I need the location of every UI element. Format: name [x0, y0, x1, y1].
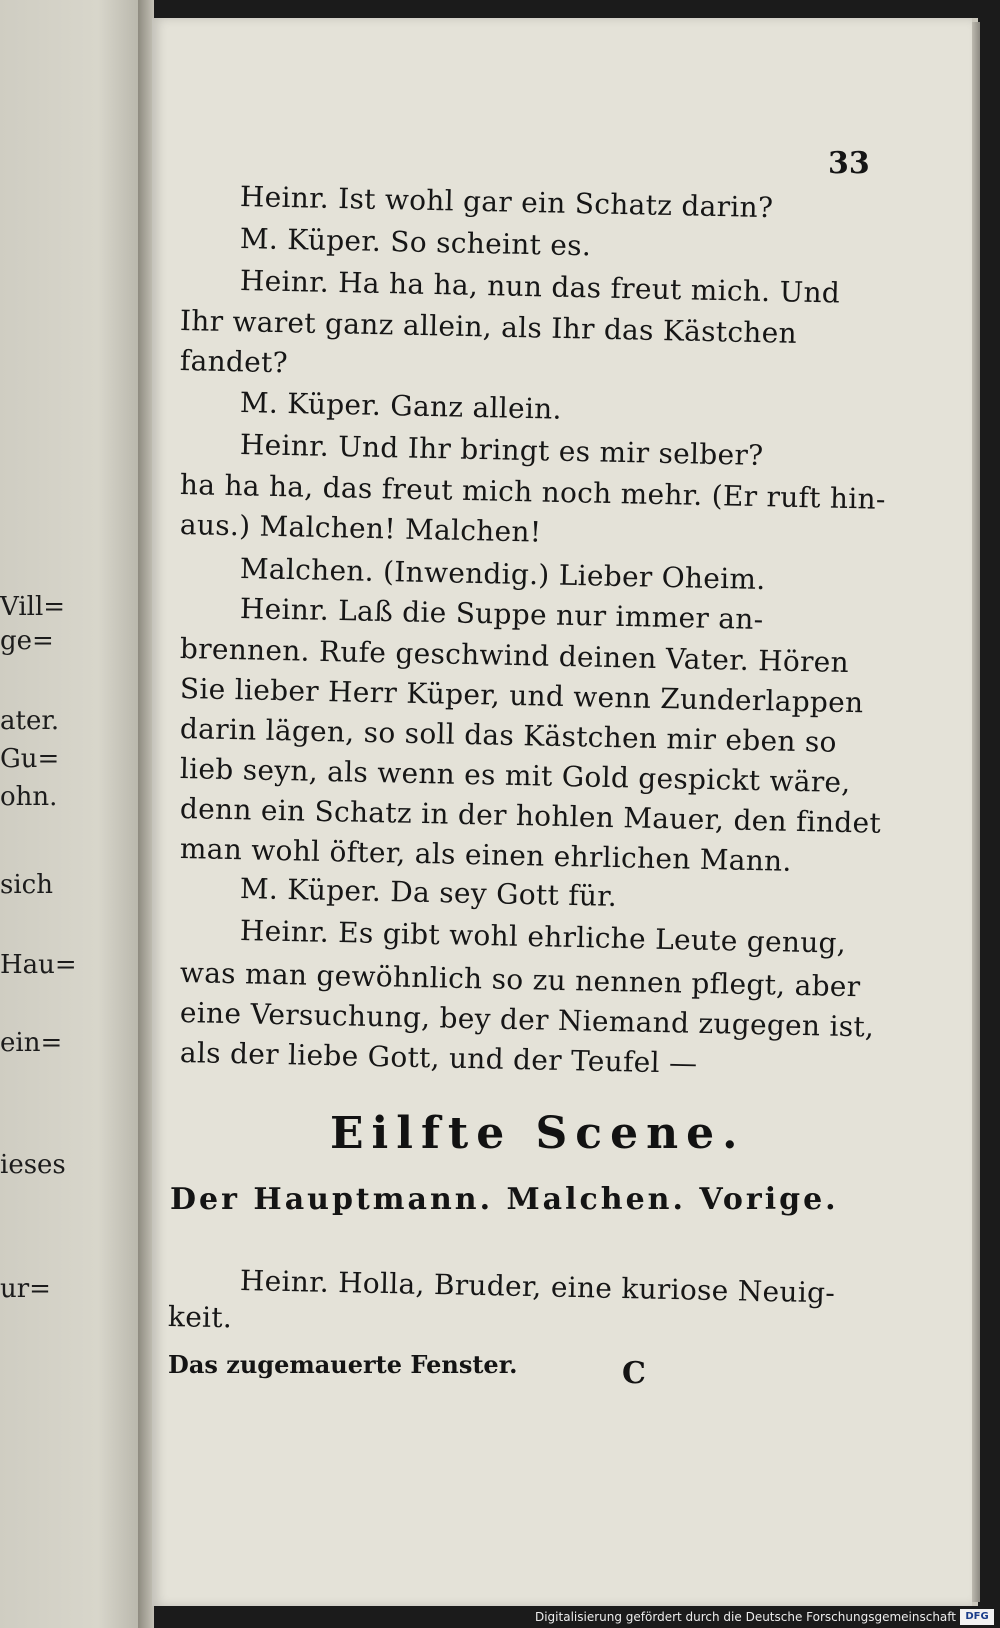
text-line: brennen. Rufe geschwind deinen Vater. Hören	[179, 632, 850, 680]
text-line: Ihr waret ganz allein, als Ihr das Kästchen	[179, 304, 798, 350]
catchword-title: Das zugemauerte Fenster.	[168, 1350, 518, 1379]
scene-title: Eilfte Scene.	[330, 1108, 746, 1159]
signature-mark: C	[622, 1356, 646, 1391]
text-line: was man gewöhnlich so zu nennen pflegt, aber	[179, 956, 861, 1004]
text-line: Heinr. Es gibt wohl ehrliche Leute genug,	[239, 914, 847, 960]
left-fragment: ge=	[0, 626, 54, 656]
text-line: Malchen. (Inwendig.) Lieber Oheim.	[239, 552, 766, 597]
page-edge	[972, 22, 980, 1602]
text-line: ha ha ha, das freut mich noch mehr. (Er ruft hin-	[179, 468, 887, 516]
text-line: lieb seyn, als wenn es mit Gold gespickt wäre,	[179, 752, 851, 800]
left-fragment: ur=	[0, 1274, 51, 1304]
text-line: Heinr. Laß die Suppe nur immer an-	[239, 592, 764, 636]
text-line: man wohl öfter, als einen ehrlichen Mann.	[179, 832, 792, 878]
text-line: Heinr. Holla, Bruder, eine kuriose Neuig-	[239, 1264, 836, 1310]
digitization-credit: Digitalisierung gefördert durch die Deutsche Forschungsgemeinschaft	[534, 1610, 956, 1624]
dfg-logo: DFG	[960, 1609, 994, 1625]
text-line: M. Küper. Da sey Gott für.	[239, 872, 618, 913]
text-line: als der liebe Gott, und der Teufel —	[179, 1036, 698, 1080]
left-fragment: ater.	[0, 706, 60, 736]
page-number: 33	[828, 146, 870, 181]
text-line: denn ein Schatz in der hohlen Mauer, den findet	[179, 792, 882, 840]
text-line: Heinr. Ist wohl gar ein Schatz darin?	[239, 180, 774, 225]
left-page-edge	[0, 0, 140, 1628]
cast-list: Der Hauptmann. Malchen. Vorige.	[170, 1182, 839, 1217]
left-fragment: Gu=	[0, 744, 60, 774]
text-line: eine Versuchung, bey der Niemand zugegen ist,	[179, 996, 875, 1044]
left-fragment: ein=	[0, 1028, 63, 1058]
left-fragment: ieses	[0, 1150, 66, 1180]
left-fragment: Hau=	[0, 950, 77, 980]
text-line: aus.) Malchen! Malchen!	[179, 508, 542, 549]
text-line: Heinr. Und Ihr bringt es mir selber?	[239, 428, 764, 472]
text-line: darin lägen, so soll das Kästchen mir eben so	[179, 712, 838, 759]
text-line: fandet?	[179, 344, 289, 380]
text-line: Heinr. Ha ha ha, nun das freut mich. Und	[239, 264, 841, 310]
left-fragment: sich	[0, 870, 53, 900]
text-line: M. Küper. Ganz allein.	[239, 386, 563, 426]
text-line: M. Küper. So scheint es.	[239, 222, 592, 263]
left-fragment: ohn.	[0, 782, 58, 812]
text-line: Sie lieber Herr Küper, und wenn Zunderlappen	[179, 672, 864, 720]
text-line: keit.	[167, 1300, 233, 1335]
left-fragment: Vill=	[0, 592, 66, 622]
